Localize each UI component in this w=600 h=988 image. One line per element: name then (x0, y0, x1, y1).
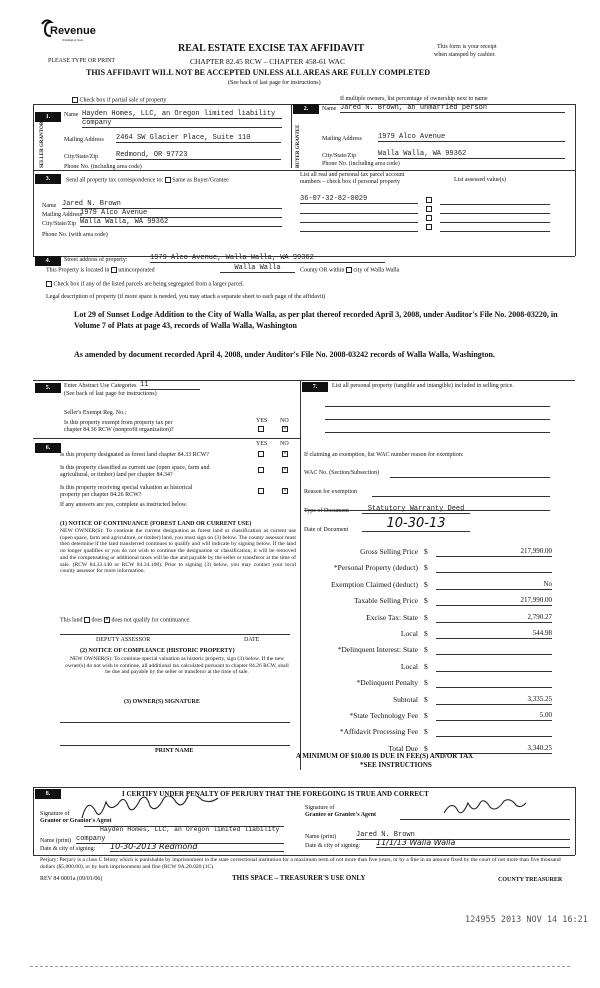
exempt-no-checkbox[interactable]: × (283, 426, 287, 432)
multiple-owners-note: If multiple owners, list percentage of ownership next to name (340, 96, 488, 102)
correspondence-phone-label: Phone No. (with area code) (42, 232, 108, 238)
receipt-note-1: This form is your receipt (437, 44, 497, 50)
amount-label: *Delinquent Penalty (356, 678, 418, 688)
logo-subtext: Washington State (62, 38, 84, 42)
wac-label: WAC No. (Section/Subsection) (304, 470, 380, 476)
parcel-2-checkbox[interactable] (426, 206, 432, 212)
amount-value[interactable] (436, 662, 552, 672)
notice-compliance-body: NEW OWNER(S): To continue special valuation as historic property, sign (3) below. If the new owner(s) do not wish to continue, all additional tax calculated pursuant to chapter 84.26 RCW, shall be due and payable by the seller or transferor at the time of sale. (65, 656, 289, 676)
same-as-buyer-checkbox[interactable] (165, 177, 171, 183)
abstract-use-note: (See back of last page for instructions) (64, 391, 157, 397)
amount-label: *Delinquent Interest: State (337, 645, 418, 655)
forest-land-question: Is this property designated as forest land chapter 84.33 RCW? (60, 452, 209, 458)
buyer-name-label: Name (322, 106, 337, 112)
parcel-number-value[interactable]: 36-07-32-82-0029 (300, 195, 418, 204)
deputy-date-label: DATE (244, 637, 260, 643)
reason-label: Reason for exemption (304, 489, 357, 495)
grantor-print-value[interactable]: company (76, 835, 284, 844)
send-correspondence: Send all property tax correspondence to: Same as Buyer/Grantee (66, 177, 229, 184)
wac-field[interactable] (390, 476, 550, 478)
assessed-2[interactable] (440, 212, 550, 214)
amount-label: Taxable Selling Price (353, 596, 418, 606)
unincorporated-checkbox[interactable] (111, 267, 117, 273)
no-header-2: NO (280, 441, 289, 447)
amount-value[interactable]: 3,340.25 (436, 744, 552, 754)
section-1-number: 1. (35, 112, 61, 122)
certify-line: I CERTIFY UNDER PENALTY OF PERJURY THAT THE FOREGOING IS TRUE AND CORRECT (122, 790, 429, 798)
amount-label: *Personal Property (deduct) (333, 563, 418, 573)
recording-stamp: 124955 2013 NOV 14 16:21 (465, 915, 588, 925)
treasurer-space: THIS SPACE – TREASURER'S USE ONLY (232, 874, 366, 882)
answers-yes-note: If any answers are yes, complete as instructed below. (60, 502, 188, 508)
notice-compliance-title: (2) NOTICE OF COMPLIANCE (HISTORIC PROPERTY) (80, 648, 235, 654)
grantee-name-value[interactable]: Jared N. Brown (356, 831, 570, 840)
assessed-value-label: List assessed value(s) (454, 177, 506, 183)
forest-yes-checkbox[interactable] (258, 451, 264, 457)
perjury-note: Perjury: Perjury is a class C felony which is punishable by imprisonment in the state correctional institution for a maximum term of not more than five years, or by a fine in an amount fixed by the court of not more than five thousand dollars ($5,000.00), or by both imprisonment and fine (RCW 9A.20.020 (1C). (40, 857, 561, 870)
grantee-date-value[interactable]: 11/1/13 Walla Walla (376, 838, 570, 848)
section-6-number: 6. (35, 443, 61, 453)
amount-label: Excise Tax: State (366, 612, 418, 622)
assessed-1[interactable] (440, 203, 550, 205)
doc-type-value[interactable]: Statutory Warranty Deed (362, 505, 470, 514)
minimum-due-1: A MINIMUM OF $10.00 IS DUE IN FEE(S) AND/OR TAX (296, 752, 474, 760)
claiming-exemption-label: If claiming an exemption, list WAC number reason for exemption: (304, 452, 464, 458)
land-qualify: This land does × does not qualify for continuance. (60, 617, 191, 624)
grantee-signature-icon[interactable] (440, 799, 540, 819)
current-use-no-checkbox[interactable]: × (283, 467, 287, 473)
grantee-signature-label-1: Signature of (305, 805, 335, 811)
revenue-logo (40, 18, 100, 45)
amount-label: Total Due (388, 743, 418, 753)
parcel-1-checkbox[interactable] (426, 197, 432, 203)
dollar-sign: $ (424, 727, 428, 737)
form-number: REV 84 0001a (09/01/06) (40, 876, 103, 882)
correspondence-name-label: Name (42, 203, 57, 209)
amount-label: Local (400, 661, 418, 671)
correspondence-name-value[interactable]: Jared N. Brown (62, 200, 282, 209)
amount-value[interactable]: No (436, 580, 552, 590)
amount-value[interactable]: 217,990.00 (436, 596, 552, 606)
current-use-yes-checkbox[interactable] (258, 467, 264, 473)
dollar-sign: $ (424, 612, 428, 622)
seller-name-value-2[interactable]: company (82, 119, 282, 128)
amount-label: Local (400, 629, 418, 638)
doc-type-label: Type of Document (304, 508, 349, 514)
buyer-address-label: Mailing Address (322, 136, 362, 142)
county-treasurer: COUNTY TREASURER (498, 877, 563, 883)
logo-text: Revenue (50, 25, 96, 37)
grantee-name-print-label: Name (print) (305, 834, 337, 840)
segregated-note: Check box if any of the listed parcels are being segregated from a larger parcel. (46, 281, 244, 288)
grantor-signature-icon[interactable] (78, 796, 248, 826)
doc-date-value[interactable]: 10-30-13 (362, 516, 470, 532)
seller-address-label: Mailing Address (64, 137, 104, 143)
footer-divider (30, 966, 570, 967)
dollar-sign: $ (424, 694, 428, 704)
does-not-qualify-checkbox[interactable]: × (105, 617, 109, 623)
amount-value[interactable] (436, 645, 552, 655)
forest-no-checkbox[interactable]: × (283, 451, 287, 457)
current-use-question-2: agricultural, or timber) land per chapter 84.34? (60, 472, 173, 478)
minimum-due-2: *SEE INSTRUCTIONS (360, 761, 432, 769)
street-address-label: Street address of property: (64, 257, 128, 263)
property-located: This Property is located in unincorporated (46, 267, 155, 274)
personal-property-label: List all personal property (tangible and intangible) included in selling price. (332, 383, 514, 389)
amount-value[interactable]: 217,990.00 (436, 547, 552, 557)
grantee-signature-label-2: Grantee or Grantee's Agent (305, 812, 377, 818)
legal-description-label: Legal description of property (if more space is needed, you may attach a separate sheet to each page of the affidavit) (46, 294, 326, 300)
city-checkbox[interactable] (346, 267, 352, 273)
amount-value[interactable] (436, 727, 552, 737)
exempt-yes-checkbox[interactable] (258, 426, 264, 432)
dollar-sign: $ (424, 547, 428, 556)
amount-value[interactable] (436, 678, 552, 688)
dollar-sign: $ (424, 645, 428, 655)
amount-label: Gross Selling Price (360, 547, 418, 556)
does-qualify-checkbox[interactable] (84, 617, 90, 623)
county-value[interactable]: Walla Walla (220, 264, 295, 273)
legal-description-2: As amended by document recorded April 4, 2008, under Auditor's File No. 2008-03242 records of Walla Walla, Washington. (74, 350, 495, 359)
amount-value[interactable]: 3,335.25 (436, 695, 552, 705)
amount-value[interactable]: 5.00 (436, 711, 552, 721)
dollar-sign: $ (424, 743, 428, 753)
no-header-1: NO (280, 418, 289, 424)
parcel-4[interactable] (300, 230, 418, 232)
amount-value[interactable] (436, 563, 552, 573)
parcel-3-checkbox[interactable] (426, 215, 432, 221)
exempt-question-1: Is this property exempt from property tax per (64, 420, 173, 426)
grantor-signature-label-1: Signature of (40, 811, 70, 817)
amount-label: *Affidavit Processing Fee (339, 727, 418, 737)
segregated-checkbox[interactable] (46, 281, 52, 287)
section-4-number: 4. (35, 256, 61, 266)
deputy-assessor-label: DEPUTY ASSESSOR (96, 637, 151, 643)
seller-phone-label: Phone No. (including area code) (64, 164, 142, 170)
correspondence-address-label: Mailing Address (42, 212, 82, 218)
historical-yes-checkbox[interactable] (258, 488, 264, 494)
receipt-note-2: when stamped by cashier. (434, 52, 496, 58)
dollar-sign: $ (424, 711, 428, 720)
partial-sale-checkbox[interactable] (72, 97, 78, 103)
amount-value[interactable]: 544.98 (436, 629, 552, 639)
correspondence-city-label: City/State/Zip (42, 221, 76, 227)
street-address-value[interactable]: 1979 Alco Avenue, Walla Walla, WA 99362 (150, 254, 385, 263)
section-8-number: 8. (35, 789, 61, 799)
amount-label: *State Technology Fee (349, 711, 418, 720)
abstract-use-label: Enter Abstract Use Categories (64, 383, 137, 389)
seller-name-label: Name (64, 112, 79, 118)
grantor-date-value[interactable]: 10-30-2013 Redmond (110, 842, 284, 852)
chapter-line: CHAPTER 82.45 RCW – CHAPTER 458-61 WAC (190, 57, 345, 66)
print-name-label: PRINT NAME (155, 748, 194, 754)
buyer-name-value[interactable]: Jared N. Brown, an unmarried person (340, 104, 565, 113)
county-or-within: County OR within city of Walla Walla (300, 267, 400, 274)
exempt-reg-label: Seller's Exempt Reg. No.: (64, 410, 127, 416)
section-2-number: 2. (293, 104, 319, 114)
buyer-address-value[interactable]: 1979 Alco Avenue (378, 133, 565, 142)
exempt-question-2: chapter 84.36 RCW (nonprofit organization)? (64, 427, 174, 433)
seller-city-value[interactable]: Redmond, OR 97723 (116, 151, 281, 160)
dollar-sign: $ (424, 596, 428, 606)
notice-continuance-body: NEW OWNER(S): To continue the current designation as forest land or classification as current use (open space, farm and agriculture, or timber) land, you must sign on (3) below. The county assessor must then determine if the land transferred continues to qualify and will indicate by signing below. If the land no longer qualifies or you do not wish to continue the designation or classification, it will be removed and the compensating or additional taxes will be due and payable by the seller or transferor at the time of sale. (RCW 84.33.140 or RCW 84.34.108). Prior to signing (3) below, you may contact your local county assessor for more information. (60, 528, 296, 575)
parcel-list-label-1: List all real and personal tax parcel account (300, 172, 405, 178)
warning-line: THIS AFFIDAVIT WILL NOT BE ACCEPTED UNLESS ALL AREAS ARE FULLY COMPLETED (86, 68, 431, 77)
correspondence-address-value[interactable]: 1979 Alco Avenue (80, 209, 282, 218)
grantor-name-value: Hayden Homes, LLC, an Oregon limited liability (100, 826, 280, 833)
parcel-3[interactable] (300, 221, 418, 223)
historical-question-1: Is this property receiving special valuation as historical (60, 485, 193, 491)
doc-date-label: Date of Document (304, 527, 349, 533)
current-use-question-1: Is this property classified as current use (open space, farm and (60, 465, 210, 471)
seller-address-value[interactable]: 2464 SW Glacier Place, Suite 110 (116, 134, 281, 143)
dollar-sign: $ (424, 579, 428, 589)
seller-name-value[interactable]: Hayden Homes, LLC, an Oregon limited liability (82, 110, 282, 119)
partial-sale: Check box if partial sale of property (72, 97, 166, 104)
section-3-number: 3. (35, 174, 61, 184)
buyer-grantee-label: BUYER GRANTEE (296, 124, 301, 168)
instructions-note: (See back of last page for instructions) (228, 80, 321, 86)
yes-header-1: YES (256, 418, 268, 424)
assessed-4[interactable] (440, 230, 550, 232)
owner-signature-label: (3) OWNER(S) SIGNATURE (124, 699, 200, 705)
historical-no-checkbox[interactable]: × (283, 488, 287, 494)
seller-city-label: City/State/Zip (64, 154, 98, 160)
correspondence-city-value[interactable]: Walla Walla, WA 99362 (80, 218, 282, 227)
reason-field[interactable] (372, 495, 550, 497)
notice-continuance-title: (1) NOTICE OF CONTINUANCE (FOREST LAND OR CURRENT USE) (60, 521, 252, 527)
amount-value[interactable]: 2,790.27 (436, 613, 552, 623)
section-7-number: 7. (302, 382, 328, 392)
grantor-date-label: Date & city of signing: (40, 846, 96, 852)
assessed-3[interactable] (440, 221, 550, 223)
form-title: REAL ESTATE EXCISE TAX AFFIDAVIT (178, 43, 365, 54)
parcel-list-label-2: numbers – check box if personal property (300, 179, 400, 185)
parcel-4-checkbox[interactable] (426, 224, 432, 230)
dollar-sign: $ (424, 678, 428, 688)
dollar-sign: $ (424, 563, 428, 573)
dollar-sign: $ (424, 661, 428, 671)
amount-label: Subtotal (392, 694, 418, 704)
section-5-number: 5. (35, 383, 61, 393)
grantor-signature-label-2: Grantor or Grantor's Agent (40, 818, 112, 824)
seller-grantor-label: SELLER GRANTOR (40, 121, 45, 168)
historical-question-2: property per chapter 84.26 RCW? (60, 492, 142, 498)
amount-label: Exemption Claimed (deduct) (330, 579, 418, 589)
grantor-name-print-label: Name (print) (40, 838, 72, 844)
parcel-2[interactable] (300, 212, 418, 214)
yes-header-2: YES (256, 441, 268, 447)
buyer-city-value[interactable]: Walla Walla, WA 99362 (378, 150, 565, 159)
buyer-city-label: City/State/Zip (322, 153, 356, 159)
buyer-phone-label: Phone No. (including area code) (322, 161, 400, 167)
dollar-sign: $ (424, 629, 428, 638)
abstract-use-value[interactable]: 11 (140, 381, 200, 390)
please-type: PLEASE TYPE OR PRINT (48, 58, 116, 64)
grantee-date-label: Date & city of signing: (305, 843, 361, 849)
legal-description-1: Lot 29 of Sunset Lodge Addition to the City of Walla Walla, as per plat thereof recorded April 3, 2008, under Auditor's File No. 2008-03220, in Volume 7 of Plats at page 43, records of Walla Walla, Washington (74, 310, 558, 330)
